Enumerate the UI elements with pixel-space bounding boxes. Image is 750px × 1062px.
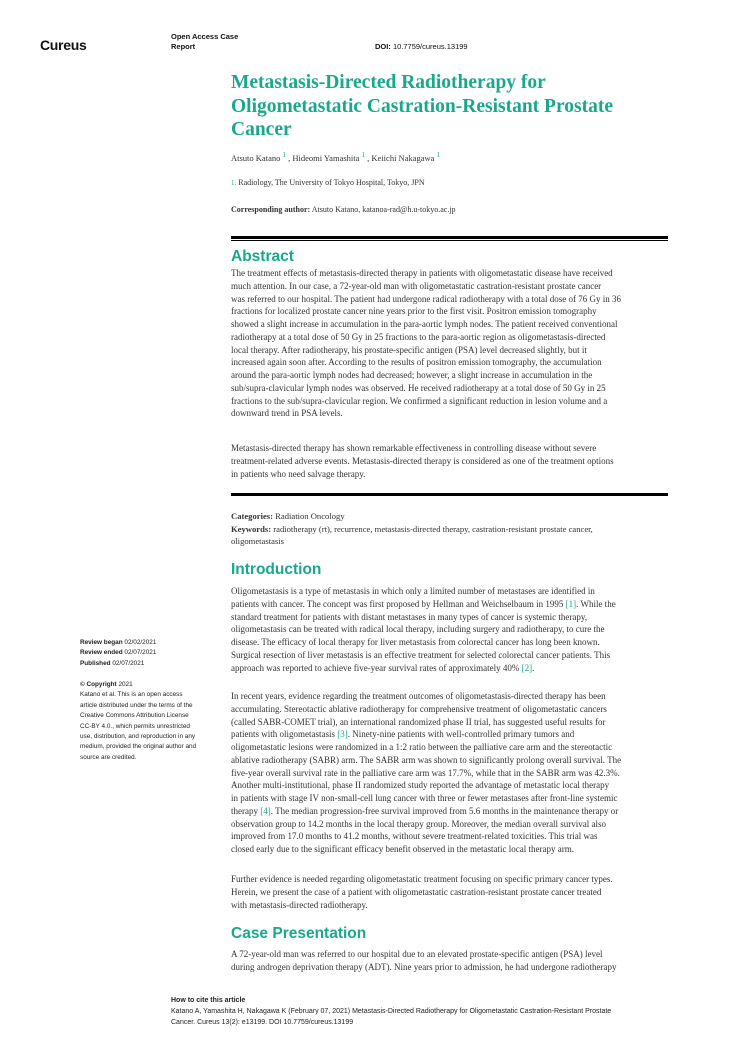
- case-presentation-heading: Case Presentation: [231, 925, 367, 942]
- case-paragraph: [231, 948, 676, 974]
- text-line: A 72-year-old man was referred to our hospital due to an elevated prostate-specific antigen (PSA) level: [231, 949, 603, 959]
- article-meta: [231, 510, 593, 548]
- keywords-value: radiotherapy (rt), recurrence, metastasis-directed therapy, castration-resistant prostate cancer,: [273, 523, 593, 534]
- text-line: disease. The efficacy of local therapy for liver metastasis from colorectal cancer has long been known.: [231, 637, 600, 647]
- divider: [231, 236, 668, 239]
- title-line: Cancer: [231, 119, 292, 140]
- doi-label: DOI:: [375, 42, 391, 51]
- article-type-line: Open Access Case: [171, 32, 239, 41]
- text-line: article distributed under the terms of the: [80, 701, 193, 709]
- citation-text: Katano A, Yamashita H, Nakagawa K (February 07, 2021) Metastasis-Directed Radiotherapy for Oligometastatic Castration-Resistant Prostate: [171, 1008, 612, 1015]
- text-line: was referred to our hospital. The patient had undergone radical radiotherapy with a total dose of 76 Gy in 36: [231, 293, 622, 304]
- copyright-notice: [80, 680, 196, 763]
- corresponding-author: [231, 205, 456, 214]
- reference-link[interactable]: [4]: [260, 805, 271, 816]
- text-line: five-year overall survival rate in the palliative care arm was 17.7%, while that in the SABR arm was 42.3%.: [231, 767, 620, 778]
- title-line: Oligometastatic Castration-Resistant Prostate: [231, 95, 613, 117]
- article-title: [231, 71, 671, 142]
- text-line: accumulating. Stereotactic ablative radiotherapy for comprehensive treatment of oligometastatic cancers: [231, 703, 607, 714]
- review-began-label: Review began: [80, 639, 123, 646]
- categories-value: Radiation Oncology: [275, 511, 345, 521]
- copyright-label: © Copyright: [80, 681, 117, 688]
- author-affiliation-ref: 1: [282, 151, 286, 159]
- text-line: radiotherapy at a total dose of 50 Gy in 25 fractions to the para-aortic region as oligometastasis-directed: [231, 331, 606, 342]
- introduction-paragraph: [231, 873, 676, 911]
- text-line: therapy [4]. The median progression-free survival improved from 5.6 months in the maintenance therapy or: [231, 805, 619, 816]
- review-ended-label: Review ended: [80, 649, 123, 657]
- text-line: Another multi-institutional, phase II randomized study reported the advantage of metastatic local therapy: [231, 780, 610, 791]
- text-line: oligometastasis can be treated with radical local therapy, including surgery and radiotherapy, to cure the: [231, 624, 605, 635]
- review-ended-date: 02/07/2021: [124, 649, 157, 657]
- text-line: CC-BY 4.0., which permits unrestricted: [80, 722, 190, 730]
- text-line: fractions to the sub/supra-clavicular region. We confirmed a significant reduction in lesion volume and a: [231, 395, 608, 406]
- text-line: Further evidence is needed regarding oligometastatic treatment focusing on specific primary cancer types.: [231, 874, 613, 884]
- article-type-line: Report: [171, 42, 196, 51]
- keywords-label: Keywords:: [231, 523, 272, 534]
- introduction-heading: Introduction: [231, 561, 322, 578]
- corresponding-value: Atsuto Katano, katanoa-rad@h.u-tokyo.ac.jp: [311, 205, 456, 214]
- keywords-value: oligometastasis: [231, 536, 284, 546]
- author-affiliation-ref: 1: [361, 151, 366, 159]
- text-line: Metastasis-directed therapy has shown remarkable effectiveness in controlling disease without severe: [231, 443, 597, 453]
- text-line: use, distribution, and reproduction in any: [80, 733, 196, 741]
- copyright-year: 2021: [118, 681, 133, 688]
- abstract-paragraph: [231, 267, 676, 420]
- text-line: sub/supra-clavicular lymph nodes was observed. He received radiotherapy at a total dose of 50 Gy in 25: [231, 382, 606, 393]
- divider: [231, 493, 668, 496]
- doi: [375, 42, 468, 51]
- text-line: local therapy. After radiotherapy, his prostate-specific antigen (PSA) level decreased slightly, but it: [231, 344, 587, 355]
- title-line: Metastasis-Directed Radiotherapy for: [231, 72, 546, 93]
- affiliation: [231, 178, 425, 187]
- text-line: treatment-related adverse events. Metastasis-directed therapy is considered as one of the treatment options: [231, 455, 614, 466]
- text-line: patients with cancer. The concept was first proposed by Hellman and Weichselbaum in 1995 [1]. While the: [231, 598, 616, 609]
- reference-link[interactable]: [2]: [521, 662, 533, 673]
- published-label: Published: [80, 659, 111, 667]
- text-line: much attention. In our case, a 72-year-old man with oligometastatic castration-resistant prostate cancer: [231, 280, 602, 291]
- citation-heading: How to cite this article: [171, 997, 246, 1004]
- text-line: Surgical resection of liver metastasis is an effective treatment for selected colorectal cancer patients. This: [231, 649, 611, 660]
- text-line: Herein, we present the case of a patient with oligometastatic castration-resistant prostate cancer treated: [231, 886, 602, 897]
- author-list: Atsuto Katano $^1$ , Hideomi Yamashita $^1$ , Keiichi Nakagawa $^1$: [231, 151, 441, 163]
- text-line: ablative radiotherapy (SABR) arm. The SABR arm was shown to significantly prolong overall survival. The: [231, 754, 622, 765]
- introduction-paragraph: [231, 585, 676, 674]
- categories-label: Categories:: [231, 511, 273, 521]
- text-line: patients with oligometastasis [3]. Ninety-nine patients with well-controlled primary tumors and: [231, 729, 575, 740]
- author-affiliation-ref: 1: [436, 151, 441, 159]
- text-line: during androgen deprivation therapy (ADT). Nine years prior to admission, he had undergone radiotherapy: [231, 961, 617, 972]
- reference-link[interactable]: [3]: [337, 729, 348, 740]
- text-line: (called SABR-COMET trial), an international randomized phase II trial, has suggested useful results for: [231, 716, 606, 727]
- review-dates: [80, 638, 156, 669]
- text-line: Creative Commons Attribution License: [80, 712, 189, 720]
- abstract-heading: Abstract: [231, 248, 294, 265]
- text-line: approach was reported to achieve five-year survival rates of approximately 40% [2].: [231, 662, 535, 673]
- divider: [231, 240, 668, 241]
- reference-link[interactable]: [1]: [565, 598, 577, 609]
- abstract-paragraph: [231, 442, 676, 480]
- text-line: Katano et al. This is an open access: [80, 691, 183, 699]
- corresponding-label: Corresponding author:: [231, 205, 311, 214]
- text-line: The treatment effects of metastasis-directed therapy in patients with oligometastatic disease have received: [231, 268, 613, 278]
- text-line: observation group to 14.2 months in the local therapy group. Moreover, the median overall survival also: [231, 818, 607, 829]
- license-text: [80, 690, 196, 763]
- text-line: medium, provided the original author and: [80, 743, 197, 751]
- text-line: improved from 17.0 months to 41.2 months, without severe treatment-related toxicities. This trial was: [231, 831, 598, 842]
- affiliation-text: Radiology, The University of Tokyo Hospital, Tokyo, JPN: [238, 178, 425, 187]
- text-line: in patients with stage IV non-small-cell lung cancer with three or fewer metastases after front-line systemic: [231, 793, 618, 803]
- introduction-paragraph: [231, 690, 676, 856]
- author-name[interactable]: Hideomi Yamashita: [292, 152, 360, 163]
- text-line: in patients who need salvage therapy.: [231, 468, 366, 479]
- doi-value[interactable]: 10.7759/cureus.13199: [392, 42, 468, 51]
- text-line: around the para-aortic lymph nodes had decreased; however, a slight increase in accumulation in the: [231, 370, 593, 380]
- text-line: increased again soon after. According to the results of positron emission tomography, the accumulation: [231, 357, 602, 368]
- citation-block: [171, 995, 611, 1028]
- text-line: standard treatment for patients with distant metastases in many types of cancer is systemic therapy,: [231, 611, 588, 622]
- text-line: fractions for localized prostate cancer nine years prior to the first visit. Positron emission tomography: [231, 306, 597, 317]
- text-line: showed a slight increase in accumulation in the para-aortic lymph nodes. The patient received conventional: [231, 319, 618, 329]
- published-date: 02/07/2021: [112, 659, 145, 667]
- text-line: source are credited.: [80, 753, 137, 761]
- text-line: In recent years, evidence regarding the treatment outcomes of oligometastasis-directed therapy has been: [231, 691, 606, 701]
- citation-text: Cancer. Cureus 13(2): e13199. DOI 10.7759/cureus.13199: [171, 1019, 354, 1026]
- affiliation-number: 1.: [231, 179, 237, 187]
- text-line: closed early due to the significant efficacy benefit observed in the metastatic local therapy arm.: [231, 844, 574, 854]
- review-began-date: 02/02/2021: [124, 639, 157, 646]
- text-line: downward trend in PSA levels.: [231, 408, 343, 419]
- cureus-logo: Cureus: [40, 37, 87, 53]
- text-line: with metastasis-directed radiotherapy.: [231, 899, 368, 910]
- author-name[interactable]: Atsuto Katano: [231, 152, 281, 163]
- text-line: oligometastatic lesions were randomized in a 1:2 ratio between the palliative care arm and the stereotactic: [231, 742, 613, 752]
- article-type: [171, 32, 238, 52]
- author-name[interactable]: Keiichi Nakagawa: [371, 152, 435, 163]
- text-line: Oligometastasis is a type of metastasis in which only a limited number of metastases are identified in: [231, 586, 595, 596]
